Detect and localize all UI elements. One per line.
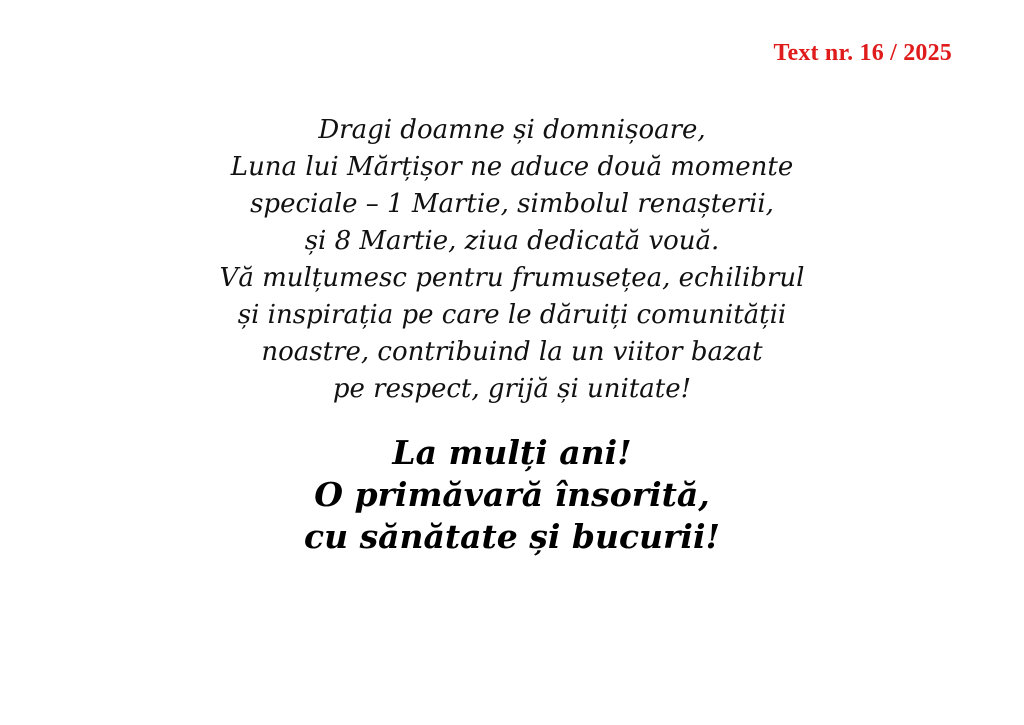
- message-line-salutation: Dragi doamne și domnișoare,: [318, 115, 706, 145]
- wishes-line: cu sănătate și bucurii!: [304, 517, 720, 556]
- message-line: speciale – 1 Martie, simbolul renașterii,: [250, 189, 774, 219]
- message-line: Vă mulțumesc pentru frumusețea, echilibrul: [219, 263, 805, 293]
- message-line: pe respect, grijă și unitate!: [332, 374, 692, 404]
- message-line: noastre, contribuind la un viitor bazat: [261, 337, 763, 367]
- greeting-message: [0, 112, 1024, 408]
- message-line: Luna lui Mărțișor ne aduce două momente: [230, 152, 794, 182]
- message-line: și inspirația pe care le dăruiți comunității: [237, 300, 787, 330]
- wishes-line-happy-birthday: La mulți ani!: [392, 433, 632, 472]
- document-number: Text nr. 16 / 2025: [773, 40, 952, 66]
- wishes-line: O primăvară însorită,: [314, 475, 710, 514]
- closing-wishes: [0, 432, 1024, 558]
- message-line: și 8 Martie, ziua dedicată vouă.: [304, 226, 720, 256]
